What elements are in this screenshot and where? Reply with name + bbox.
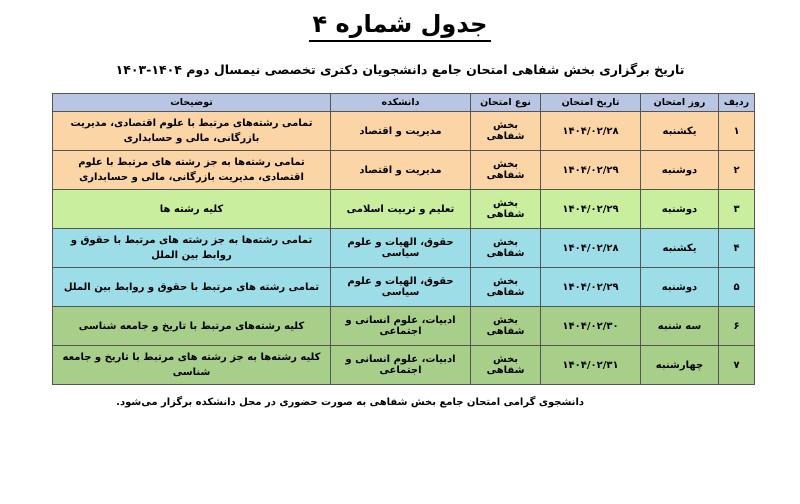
table-row <box>53 268 755 307</box>
row-desc: تمامی رشته‌ها به جز رشته های مرتبط با علوم اقتصادی، مدیریت بازرگانی، مالی و حسابداری <box>53 151 331 190</box>
row-type: بخش شفاهی <box>471 268 541 307</box>
row-day: چهارشنبه <box>641 346 719 385</box>
header-desc: توضیحات <box>53 94 331 112</box>
table-row <box>53 151 755 190</box>
row-index: ۳ <box>719 190 755 229</box>
row-index: ۱ <box>719 112 755 151</box>
row-day: یکشنبه <box>641 229 719 268</box>
row-desc: تمامی رشته‌ها به جز رشته های مرتبط با حقوق و روابط بین الملل <box>53 229 331 268</box>
row-type: بخش شفاهی <box>471 346 541 385</box>
table-row <box>53 346 755 385</box>
row-desc: کلیه رشته ها <box>53 190 331 229</box>
row-day: دوشنبه <box>641 190 719 229</box>
header-day: روز امتحان <box>641 94 719 112</box>
row-type: بخش شفاهی <box>471 151 541 190</box>
table-header-row <box>53 94 755 112</box>
footnote: دانشجوی گرامی امتحان جامع بخش شفاهی به صورت حضوری در محل دانشکده برگزار می‌شود. <box>116 397 584 408</box>
row-faculty: مدیریت و اقتصاد <box>331 112 471 151</box>
row-day: سه شنبه <box>641 307 719 346</box>
row-index: ۴ <box>719 229 755 268</box>
row-date: ۱۴۰۴/۰۲/۲۹ <box>541 190 641 229</box>
row-faculty: تعلیم و تربیت اسلامی <box>331 190 471 229</box>
row-index: ۶ <box>719 307 755 346</box>
row-index: ۷ <box>719 346 755 385</box>
row-faculty: حقوق، الهیات و علوم سیاسی <box>331 229 471 268</box>
row-desc: کلیه رشته‌های مرتبط با تاریخ و جامعه شناسی <box>53 307 331 346</box>
row-desc: کلیه رشته‌ها به جز رشته های مرتبط با تاریخ و جامعه شناسی <box>53 346 331 385</box>
table-row <box>53 307 755 346</box>
row-type: بخش شفاهی <box>471 229 541 268</box>
row-type: بخش شفاهی <box>471 112 541 151</box>
exam-schedule-table <box>52 93 755 385</box>
page-title-text: جدول شماره ۴ <box>309 10 492 42</box>
row-faculty: مدیریت و اقتصاد <box>331 151 471 190</box>
row-type: بخش شفاهی <box>471 190 541 229</box>
header-faculty: دانشکده <box>331 94 471 112</box>
row-day: یکشنبه <box>641 112 719 151</box>
header-type: نوع امتحان <box>471 94 541 112</box>
row-index: ۲ <box>719 151 755 190</box>
table-row <box>53 190 755 229</box>
header-index: ردیف <box>719 94 755 112</box>
row-day: دوشنبه <box>641 151 719 190</box>
row-desc: تمامی رشته های مرتبط با حقوق و روابط بین الملل <box>53 268 331 307</box>
row-day: دوشنبه <box>641 268 719 307</box>
row-date: ۱۴۰۴/۰۲/۳۱ <box>541 346 641 385</box>
row-type: بخش شفاهی <box>471 307 541 346</box>
row-date: ۱۴۰۴/۰۲/۲۹ <box>541 268 641 307</box>
row-date: ۱۴۰۴/۰۲/۳۰ <box>541 307 641 346</box>
row-faculty: ادبیات، علوم انسانی و اجتماعی <box>331 307 471 346</box>
header-date: تاریخ امتحان <box>541 94 641 112</box>
row-index: ۵ <box>719 268 755 307</box>
row-date: ۱۴۰۴/۰۲/۲۸ <box>541 229 641 268</box>
table-row <box>53 229 755 268</box>
page-subtitle: تاریخ برگزاری بخش شفاهی امتحان جامع دانشجویان دکتری تخصصی نیمسال دوم ۱۴۰۴-۱۴۰۳ <box>115 62 685 77</box>
row-faculty: ادبیات، علوم انسانی و اجتماعی <box>331 346 471 385</box>
row-date: ۱۴۰۴/۰۲/۲۸ <box>541 112 641 151</box>
row-date: ۱۴۰۴/۰۲/۲۹ <box>541 151 641 190</box>
row-desc: تمامی رشته‌های مرتبط با علوم اقتصادی، مدیریت بازرگانی، مالی و حسابداری <box>53 112 331 151</box>
page-title <box>0 10 800 38</box>
table-row <box>53 112 755 151</box>
row-faculty: حقوق، الهیات و علوم سیاسی <box>331 268 471 307</box>
